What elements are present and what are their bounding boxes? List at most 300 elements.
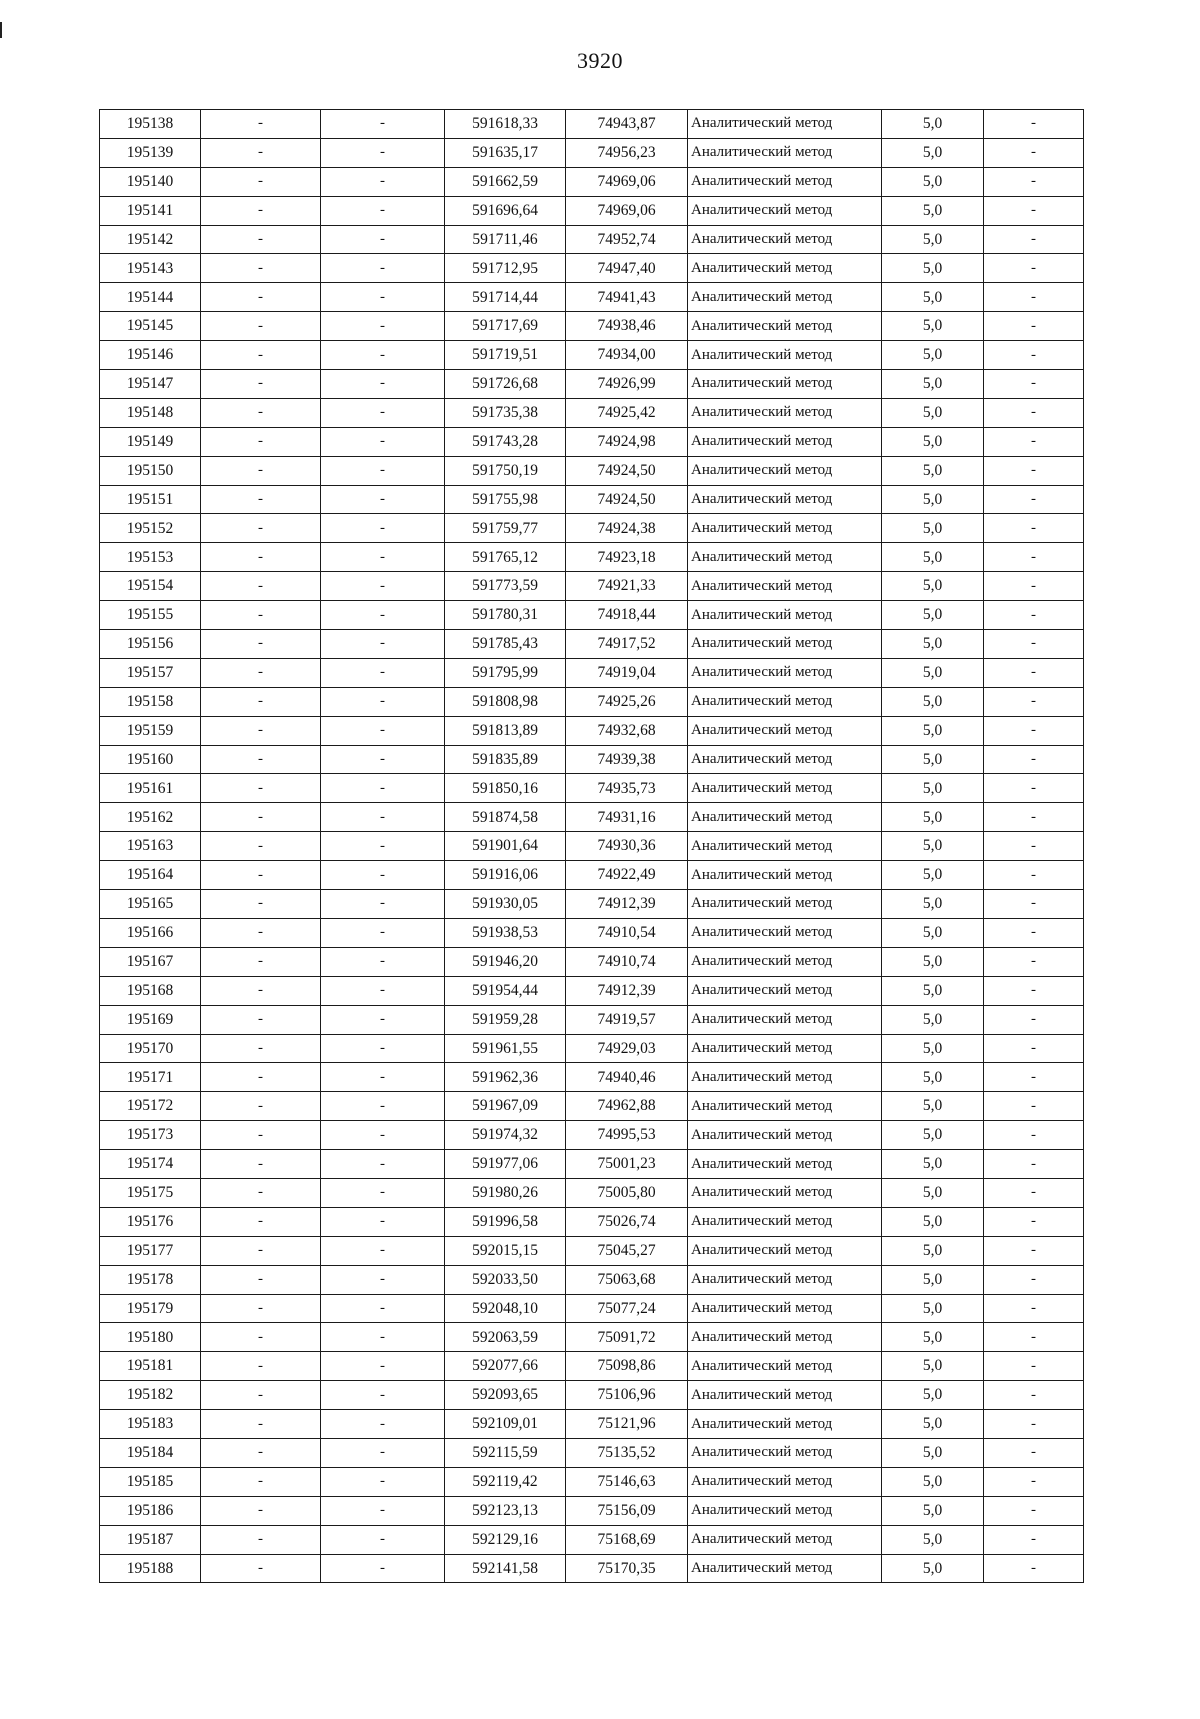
- method-cell: Аналитический метод: [688, 687, 882, 716]
- y-coordinate-cell: 74932,68: [566, 716, 688, 745]
- dash-cell: -: [984, 572, 1084, 601]
- accuracy-cell: 5,0: [882, 861, 984, 890]
- x-coordinate-cell: 592063,59: [445, 1323, 566, 1352]
- point-id-cell: 195173: [100, 1121, 201, 1150]
- table-row: [100, 918, 1084, 947]
- dash-cell: -: [321, 890, 445, 919]
- dash-cell: -: [201, 138, 321, 167]
- method-cell: Аналитический метод: [688, 976, 882, 1005]
- method-cell: Аналитический метод: [688, 1121, 882, 1150]
- x-coordinate-cell: 591959,28: [445, 1005, 566, 1034]
- dash-cell: -: [984, 630, 1084, 659]
- y-coordinate-cell: 75077,24: [566, 1294, 688, 1323]
- y-coordinate-cell: 75106,96: [566, 1381, 688, 1410]
- x-coordinate-cell: 592048,10: [445, 1294, 566, 1323]
- method-cell: Аналитический метод: [688, 398, 882, 427]
- accuracy-cell: 5,0: [882, 1005, 984, 1034]
- y-coordinate-cell: 74919,04: [566, 658, 688, 687]
- x-coordinate-cell: 591916,06: [445, 861, 566, 890]
- accuracy-cell: 5,0: [882, 1121, 984, 1150]
- table-row: [100, 543, 1084, 572]
- method-cell: Аналитический метод: [688, 1294, 882, 1323]
- point-id-cell: 195155: [100, 601, 201, 630]
- accuracy-cell: 5,0: [882, 1467, 984, 1496]
- accuracy-cell: 5,0: [882, 1438, 984, 1467]
- accuracy-cell: 5,0: [882, 1063, 984, 1092]
- dash-cell: -: [321, 254, 445, 283]
- table-row: [100, 658, 1084, 687]
- y-coordinate-cell: 75026,74: [566, 1207, 688, 1236]
- y-coordinate-cell: 75135,52: [566, 1438, 688, 1467]
- y-coordinate-cell: 74910,54: [566, 918, 688, 947]
- x-coordinate-cell: 591735,38: [445, 398, 566, 427]
- method-cell: Аналитический метод: [688, 1496, 882, 1525]
- method-cell: Аналитический метод: [688, 1034, 882, 1063]
- point-id-cell: 195177: [100, 1236, 201, 1265]
- x-coordinate-cell: 591743,28: [445, 427, 566, 456]
- x-coordinate-cell: 591938,53: [445, 918, 566, 947]
- dash-cell: -: [984, 1092, 1084, 1121]
- dash-cell: -: [201, 456, 321, 485]
- accuracy-cell: 5,0: [882, 283, 984, 312]
- x-coordinate-cell: 591750,19: [445, 456, 566, 485]
- x-coordinate-cell: 592119,42: [445, 1467, 566, 1496]
- dash-cell: -: [201, 1323, 321, 1352]
- method-cell: Аналитический метод: [688, 1410, 882, 1439]
- x-coordinate-cell: 591961,55: [445, 1034, 566, 1063]
- dash-cell: -: [201, 658, 321, 687]
- method-cell: Аналитический метод: [688, 745, 882, 774]
- dash-cell: -: [201, 398, 321, 427]
- x-coordinate-cell: 591795,99: [445, 658, 566, 687]
- point-id-cell: 195152: [100, 514, 201, 543]
- x-coordinate-cell: 591726,68: [445, 370, 566, 399]
- point-id-cell: 195179: [100, 1294, 201, 1323]
- x-coordinate-cell: 591813,89: [445, 716, 566, 745]
- dash-cell: -: [984, 1034, 1084, 1063]
- method-cell: Аналитический метод: [688, 283, 882, 312]
- point-id-cell: 195162: [100, 803, 201, 832]
- y-coordinate-cell: 74930,36: [566, 832, 688, 861]
- accuracy-cell: 5,0: [882, 1034, 984, 1063]
- method-cell: Аналитический метод: [688, 803, 882, 832]
- y-coordinate-cell: 74921,33: [566, 572, 688, 601]
- dash-cell: -: [201, 225, 321, 254]
- dash-cell: -: [201, 687, 321, 716]
- dash-cell: -: [321, 543, 445, 572]
- dash-cell: -: [984, 774, 1084, 803]
- point-id-cell: 195187: [100, 1525, 201, 1554]
- x-coordinate-cell: 591874,58: [445, 803, 566, 832]
- method-cell: Аналитический метод: [688, 514, 882, 543]
- dash-cell: -: [984, 110, 1084, 139]
- dash-cell: -: [984, 918, 1084, 947]
- dash-cell: -: [201, 254, 321, 283]
- dash-cell: -: [321, 832, 445, 861]
- x-coordinate-cell: 591635,17: [445, 138, 566, 167]
- x-coordinate-cell: 591773,59: [445, 572, 566, 601]
- method-cell: Аналитический метод: [688, 1554, 882, 1583]
- dash-cell: -: [984, 803, 1084, 832]
- point-id-cell: 195163: [100, 832, 201, 861]
- accuracy-cell: 5,0: [882, 1236, 984, 1265]
- dash-cell: -: [984, 514, 1084, 543]
- table-row: [100, 1121, 1084, 1150]
- accuracy-cell: 5,0: [882, 1178, 984, 1207]
- point-id-cell: 195186: [100, 1496, 201, 1525]
- dash-cell: -: [984, 1005, 1084, 1034]
- point-id-cell: 195145: [100, 312, 201, 341]
- accuracy-cell: 5,0: [882, 110, 984, 139]
- point-id-cell: 195149: [100, 427, 201, 456]
- accuracy-cell: 5,0: [882, 456, 984, 485]
- dash-cell: -: [201, 1352, 321, 1381]
- x-coordinate-cell: 591759,77: [445, 514, 566, 543]
- point-id-cell: 195183: [100, 1410, 201, 1439]
- y-coordinate-cell: 74912,39: [566, 890, 688, 919]
- method-cell: Аналитический метод: [688, 572, 882, 601]
- table-row: [100, 1438, 1084, 1467]
- dash-cell: -: [201, 1438, 321, 1467]
- dash-cell: -: [321, 1410, 445, 1439]
- y-coordinate-cell: 75001,23: [566, 1150, 688, 1179]
- dash-cell: -: [201, 976, 321, 1005]
- table-row: [100, 861, 1084, 890]
- method-cell: Аналитический метод: [688, 716, 882, 745]
- x-coordinate-cell: 591974,32: [445, 1121, 566, 1150]
- dash-cell: -: [321, 1352, 445, 1381]
- dash-cell: -: [321, 1496, 445, 1525]
- x-coordinate-cell: 592129,16: [445, 1525, 566, 1554]
- x-coordinate-cell: 591714,44: [445, 283, 566, 312]
- y-coordinate-cell: 74923,18: [566, 543, 688, 572]
- dash-cell: -: [984, 1178, 1084, 1207]
- method-cell: Аналитический метод: [688, 774, 882, 803]
- accuracy-cell: 5,0: [882, 716, 984, 745]
- dash-cell: -: [321, 427, 445, 456]
- y-coordinate-cell: 75045,27: [566, 1236, 688, 1265]
- method-cell: Аналитический метод: [688, 601, 882, 630]
- dash-cell: -: [201, 1236, 321, 1265]
- y-coordinate-cell: 75146,63: [566, 1467, 688, 1496]
- dash-cell: -: [984, 138, 1084, 167]
- x-coordinate-cell: 591662,59: [445, 167, 566, 196]
- table-row: [100, 167, 1084, 196]
- dash-cell: -: [984, 1265, 1084, 1294]
- table-row: [100, 890, 1084, 919]
- point-id-cell: 195159: [100, 716, 201, 745]
- table-row: [100, 341, 1084, 370]
- dash-cell: -: [201, 370, 321, 399]
- accuracy-cell: 5,0: [882, 658, 984, 687]
- y-coordinate-cell: 74969,06: [566, 196, 688, 225]
- dash-cell: -: [321, 1034, 445, 1063]
- accuracy-cell: 5,0: [882, 312, 984, 341]
- dash-cell: -: [984, 1207, 1084, 1236]
- table-row: [100, 1525, 1084, 1554]
- accuracy-cell: 5,0: [882, 138, 984, 167]
- y-coordinate-cell: 74940,46: [566, 1063, 688, 1092]
- dash-cell: -: [201, 1092, 321, 1121]
- accuracy-cell: 5,0: [882, 572, 984, 601]
- point-id-cell: 195153: [100, 543, 201, 572]
- y-coordinate-cell: 74939,38: [566, 745, 688, 774]
- y-coordinate-cell: 74995,53: [566, 1121, 688, 1150]
- method-cell: Аналитический метод: [688, 918, 882, 947]
- point-id-cell: 195164: [100, 861, 201, 890]
- dash-cell: -: [984, 398, 1084, 427]
- dash-cell: -: [321, 976, 445, 1005]
- dash-cell: -: [321, 687, 445, 716]
- x-coordinate-cell: 592141,58: [445, 1554, 566, 1583]
- accuracy-cell: 5,0: [882, 1496, 984, 1525]
- table-row: [100, 572, 1084, 601]
- method-cell: Аналитический метод: [688, 370, 882, 399]
- table-row: [100, 110, 1084, 139]
- table-row: [100, 1554, 1084, 1583]
- x-coordinate-cell: 591765,12: [445, 543, 566, 572]
- point-id-cell: 195178: [100, 1265, 201, 1294]
- dash-cell: -: [201, 1265, 321, 1294]
- accuracy-cell: 5,0: [882, 1207, 984, 1236]
- dash-cell: -: [984, 976, 1084, 1005]
- x-coordinate-cell: 592077,66: [445, 1352, 566, 1381]
- table-row: [100, 1467, 1084, 1496]
- dash-cell: -: [321, 456, 445, 485]
- dash-cell: -: [321, 1265, 445, 1294]
- y-coordinate-cell: 74912,39: [566, 976, 688, 1005]
- table-row: [100, 1294, 1084, 1323]
- table-row: [100, 774, 1084, 803]
- dash-cell: -: [984, 1410, 1084, 1439]
- dash-cell: -: [201, 1121, 321, 1150]
- method-cell: Аналитический метод: [688, 312, 882, 341]
- y-coordinate-cell: 74924,98: [566, 427, 688, 456]
- method-cell: Аналитический метод: [688, 1178, 882, 1207]
- table-row: [100, 1236, 1084, 1265]
- dash-cell: -: [201, 110, 321, 139]
- dash-cell: -: [321, 196, 445, 225]
- x-coordinate-cell: 591808,98: [445, 687, 566, 716]
- dash-cell: -: [201, 1178, 321, 1207]
- dash-cell: -: [984, 312, 1084, 341]
- method-cell: Аналитический метод: [688, 1207, 882, 1236]
- x-coordinate-cell: 591696,64: [445, 196, 566, 225]
- y-coordinate-cell: 74917,52: [566, 630, 688, 659]
- dash-cell: -: [321, 918, 445, 947]
- table-row: [100, 1034, 1084, 1063]
- x-coordinate-cell: 591717,69: [445, 312, 566, 341]
- y-coordinate-cell: 74934,00: [566, 341, 688, 370]
- x-coordinate-cell: 592109,01: [445, 1410, 566, 1439]
- point-id-cell: 195156: [100, 630, 201, 659]
- point-id-cell: 195147: [100, 370, 201, 399]
- point-id-cell: 195141: [100, 196, 201, 225]
- method-cell: Аналитический метод: [688, 832, 882, 861]
- point-id-cell: 195161: [100, 774, 201, 803]
- dash-cell: -: [321, 1294, 445, 1323]
- dash-cell: -: [201, 803, 321, 832]
- dash-cell: -: [201, 167, 321, 196]
- y-coordinate-cell: 74943,87: [566, 110, 688, 139]
- accuracy-cell: 5,0: [882, 947, 984, 976]
- dash-cell: -: [321, 167, 445, 196]
- table-row: [100, 225, 1084, 254]
- dash-cell: -: [984, 167, 1084, 196]
- accuracy-cell: 5,0: [882, 370, 984, 399]
- x-coordinate-cell: 591712,95: [445, 254, 566, 283]
- dash-cell: -: [201, 1381, 321, 1410]
- table-row: [100, 1063, 1084, 1092]
- point-id-cell: 195188: [100, 1554, 201, 1583]
- x-coordinate-cell: 591996,58: [445, 1207, 566, 1236]
- x-coordinate-cell: 591967,09: [445, 1092, 566, 1121]
- point-id-cell: 195172: [100, 1092, 201, 1121]
- dash-cell: -: [321, 1381, 445, 1410]
- method-cell: Аналитический метод: [688, 1063, 882, 1092]
- table-row: [100, 1496, 1084, 1525]
- method-cell: Аналитический метод: [688, 1438, 882, 1467]
- x-coordinate-cell: 591962,36: [445, 1063, 566, 1092]
- accuracy-cell: 5,0: [882, 601, 984, 630]
- dash-cell: -: [201, 774, 321, 803]
- y-coordinate-cell: 74924,38: [566, 514, 688, 543]
- dash-cell: -: [984, 1525, 1084, 1554]
- y-coordinate-cell: 74941,43: [566, 283, 688, 312]
- dash-cell: -: [984, 1121, 1084, 1150]
- dash-cell: -: [201, 1207, 321, 1236]
- point-id-cell: 195143: [100, 254, 201, 283]
- table-body: [100, 110, 1084, 1583]
- y-coordinate-cell: 74962,88: [566, 1092, 688, 1121]
- dash-cell: -: [321, 312, 445, 341]
- dash-cell: -: [321, 1236, 445, 1265]
- table-row: [100, 1005, 1084, 1034]
- method-cell: Аналитический метод: [688, 1525, 882, 1554]
- dash-cell: -: [984, 1236, 1084, 1265]
- point-id-cell: 195142: [100, 225, 201, 254]
- accuracy-cell: 5,0: [882, 1294, 984, 1323]
- x-coordinate-cell: 591780,31: [445, 601, 566, 630]
- dash-cell: -: [201, 196, 321, 225]
- accuracy-cell: 5,0: [882, 630, 984, 659]
- point-id-cell: 195148: [100, 398, 201, 427]
- dash-cell: -: [321, 745, 445, 774]
- dash-cell: -: [321, 658, 445, 687]
- accuracy-cell: 5,0: [882, 543, 984, 572]
- dash-cell: -: [201, 745, 321, 774]
- method-cell: Аналитический метод: [688, 543, 882, 572]
- dash-cell: -: [984, 716, 1084, 745]
- y-coordinate-cell: 74952,74: [566, 225, 688, 254]
- table-row: [100, 1092, 1084, 1121]
- point-id-cell: 195144: [100, 283, 201, 312]
- dash-cell: -: [201, 1294, 321, 1323]
- table-row: [100, 1150, 1084, 1179]
- dash-cell: -: [321, 485, 445, 514]
- dash-cell: -: [321, 225, 445, 254]
- dash-cell: -: [201, 1496, 321, 1525]
- method-cell: Аналитический метод: [688, 890, 882, 919]
- dash-cell: -: [201, 341, 321, 370]
- x-coordinate-cell: 591980,26: [445, 1178, 566, 1207]
- dash-cell: -: [201, 1525, 321, 1554]
- dash-cell: -: [984, 341, 1084, 370]
- table-row: [100, 1207, 1084, 1236]
- accuracy-cell: 5,0: [882, 196, 984, 225]
- dash-cell: -: [984, 1323, 1084, 1352]
- dash-cell: -: [201, 1554, 321, 1583]
- method-cell: Аналитический метод: [688, 658, 882, 687]
- table-row: [100, 1265, 1084, 1294]
- x-coordinate-cell: 591711,46: [445, 225, 566, 254]
- dash-cell: -: [321, 1178, 445, 1207]
- dash-cell: -: [984, 370, 1084, 399]
- dash-cell: -: [984, 1554, 1084, 1583]
- dash-cell: -: [201, 947, 321, 976]
- point-id-cell: 195176: [100, 1207, 201, 1236]
- y-coordinate-cell: 75005,80: [566, 1178, 688, 1207]
- accuracy-cell: 5,0: [882, 1265, 984, 1294]
- dash-cell: -: [984, 1381, 1084, 1410]
- method-cell: Аналитический метод: [688, 196, 882, 225]
- point-id-cell: 195169: [100, 1005, 201, 1034]
- accuracy-cell: 5,0: [882, 1410, 984, 1439]
- x-coordinate-cell: 591901,64: [445, 832, 566, 861]
- y-coordinate-cell: 74926,99: [566, 370, 688, 399]
- dash-cell: -: [201, 716, 321, 745]
- method-cell: Аналитический метод: [688, 1150, 882, 1179]
- dash-cell: -: [201, 1034, 321, 1063]
- x-coordinate-cell: 592015,15: [445, 1236, 566, 1265]
- dash-cell: -: [201, 918, 321, 947]
- method-cell: Аналитический метод: [688, 1236, 882, 1265]
- point-id-cell: 195139: [100, 138, 201, 167]
- accuracy-cell: 5,0: [882, 514, 984, 543]
- dash-cell: -: [984, 687, 1084, 716]
- dash-cell: -: [321, 370, 445, 399]
- dash-cell: -: [321, 1467, 445, 1496]
- dash-cell: -: [321, 341, 445, 370]
- y-coordinate-cell: 75098,86: [566, 1352, 688, 1381]
- accuracy-cell: 5,0: [882, 832, 984, 861]
- y-coordinate-cell: 74938,46: [566, 312, 688, 341]
- y-coordinate-cell: 75063,68: [566, 1265, 688, 1294]
- dash-cell: -: [321, 1150, 445, 1179]
- y-coordinate-cell: 75156,09: [566, 1496, 688, 1525]
- x-coordinate-cell: 591930,05: [445, 890, 566, 919]
- accuracy-cell: 5,0: [882, 398, 984, 427]
- table-row: [100, 370, 1084, 399]
- dash-cell: -: [321, 283, 445, 312]
- point-id-cell: 195181: [100, 1352, 201, 1381]
- accuracy-cell: 5,0: [882, 1525, 984, 1554]
- table-row: [100, 947, 1084, 976]
- x-coordinate-cell: 592123,13: [445, 1496, 566, 1525]
- dash-cell: -: [201, 514, 321, 543]
- x-coordinate-cell: 591835,89: [445, 745, 566, 774]
- accuracy-cell: 5,0: [882, 225, 984, 254]
- accuracy-cell: 5,0: [882, 1352, 984, 1381]
- dash-cell: -: [201, 1410, 321, 1439]
- method-cell: Аналитический метод: [688, 110, 882, 139]
- dash-cell: -: [321, 1438, 445, 1467]
- accuracy-cell: 5,0: [882, 1150, 984, 1179]
- point-id-cell: 195184: [100, 1438, 201, 1467]
- y-coordinate-cell: 74919,57: [566, 1005, 688, 1034]
- dash-cell: -: [984, 861, 1084, 890]
- point-id-cell: 195157: [100, 658, 201, 687]
